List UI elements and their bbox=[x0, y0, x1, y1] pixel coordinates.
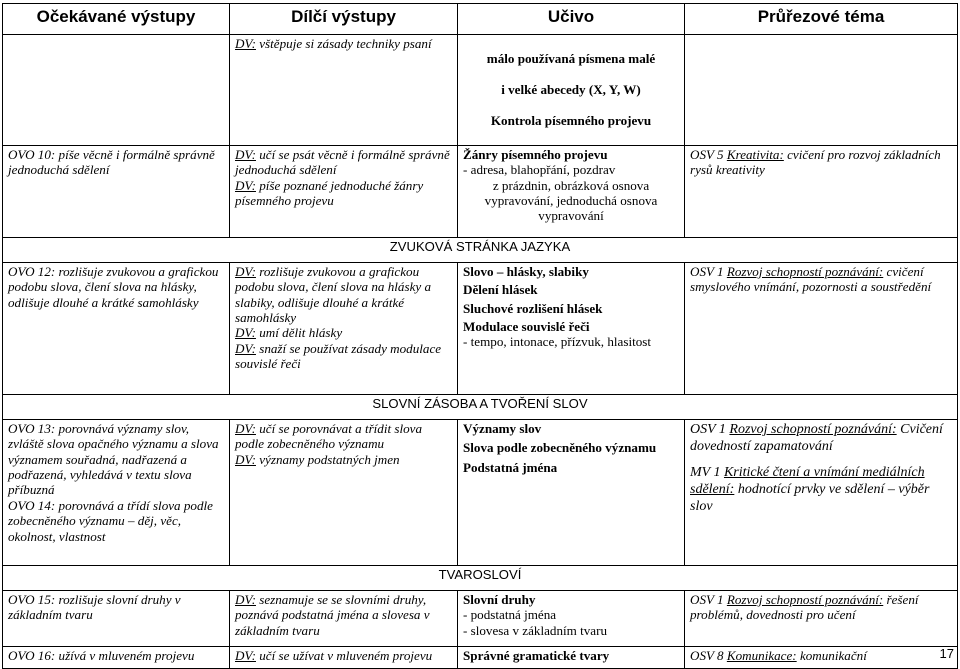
row-ovo13 bbox=[3, 419, 958, 565]
row-ovo10 bbox=[3, 145, 958, 237]
row-top bbox=[3, 35, 958, 146]
ovo15-curriculum: Slovní druhy - podstatná jména - slovesa v základním tvaru bbox=[458, 590, 685, 646]
section-title: SLOVNÍ ZÁSOBA A TVOŘENÍ SLOV bbox=[3, 394, 958, 419]
section-tvaroslovi bbox=[3, 565, 958, 590]
ovo12-output: OVO 12: rozlišuje zvukovou a grafickou podobu slova, člení slova na hlásky, odlišuje dlouhé a krátké samohlásky bbox=[3, 262, 230, 394]
header-cross-topic: Průřezové téma bbox=[685, 4, 958, 35]
row-ovo12 bbox=[3, 262, 958, 394]
ovo10-curriculum: Žánry písemného projevu - adresa, blahopřání, pozdrav z prázdnin, obrázková osnova vypravování, jednoduchá osnova vypravování bbox=[458, 145, 685, 237]
ovo13-curriculum: Významy slov Slova podle zobecněného významu Podstatná jména bbox=[458, 419, 685, 565]
komunikace-link[interactable]: Komunikace: bbox=[726, 647, 797, 663]
kreativita-link[interactable]: Kreativita: bbox=[726, 146, 784, 162]
ovo15-output: OVO 15: rozlišuje slovní druhy v základním tvaru bbox=[3, 590, 230, 646]
ovo13-partial: DV: učí se porovnávat a třídit slova podle zobecněného významu DV: významy podstatných jmen bbox=[230, 419, 458, 565]
rozvoj-link[interactable]: Rozvoj schopností poznávání: bbox=[726, 263, 884, 279]
ovo13-cross-topic: OSV 1 Rozvoj schopností poznávání: Cvičení dovedností zapamatování MV 1 Kritické čtení a vnímání mediálních sdělení: hodnotící prvky ve sdělení – výběr slov bbox=[685, 419, 958, 565]
header-row bbox=[3, 4, 958, 35]
top-c3: málo používaná písmena malé i velké abecedy (X, Y, W) Kontrola písemného projevu bbox=[458, 35, 685, 146]
top-c4 bbox=[685, 35, 958, 146]
section-zvukova bbox=[3, 237, 958, 262]
ovo16-curriculum: Správné gramatické tvary bbox=[458, 646, 685, 668]
curriculum-table bbox=[2, 3, 958, 669]
ovo12-curriculum: Slovo – hlásky, slabiky Dělení hlásek Sluchové rozlišení hlásek Modulace souvislé řeči - tempo, intonace, přízvuk, hlasitost bbox=[458, 262, 685, 394]
header-curriculum: Učivo bbox=[458, 4, 685, 35]
ovo10-partial: DV: učí se psát věcně i formálně správně jednoduchá sdělení DV: píše poznané jednoduché žánry písemného projevu bbox=[230, 145, 458, 237]
rozvoj-link[interactable]: Rozvoj schopností poznávání: bbox=[729, 421, 897, 437]
ovo12-cross-topic: OSV 1 Rozvoj schopností poznávání: cvičení smyslového vnímání, pozornosti a soustředění bbox=[685, 262, 958, 394]
top-c1 bbox=[3, 35, 230, 146]
kriticke-cteni-link[interactable]: Kritické čtení a vnímání mediálních sdělení: bbox=[690, 464, 925, 497]
section-title: TVAROSLOVÍ bbox=[3, 565, 958, 590]
ovo10-cross-topic: OSV 5 Kreativita: cvičení pro rozvoj základních rysů kreativity bbox=[685, 145, 958, 237]
section-slovni-zasoba bbox=[3, 394, 958, 419]
rozvoj-link[interactable]: Rozvoj schopností poznávání: bbox=[726, 591, 884, 607]
ovo13-output: OVO 13: porovnává významy slov, zvláště slova opačného významu a slova významem souřadná, nadřazená a podřazená, vyhledává v textu slova příbuzná OVO 14: porovnává a třídí slova podle zobecněného významu – děj, věc, okolnost, vlastnost bbox=[3, 419, 230, 565]
ovo15-cross-topic: OSV 1 Rozvoj schopností poznávání: řešení problémů, dovednosti pro učení bbox=[685, 590, 958, 646]
section-title: ZVUKOVÁ STRÁNKA JAZYKA bbox=[3, 237, 958, 262]
ovo16-partial: DV: učí se užívat v mluveném projevu bbox=[230, 646, 458, 668]
ovo12-partial: DV: rozlišuje zvukovou a grafickou podobu slova, člení slova na hlásky a slabiky, odlišuje dlouhé a krátké samohlásky DV: umí dělit hlásky DV: snaží se používat zásady modulace souvislé řeči bbox=[230, 262, 458, 394]
row-ovo16 bbox=[3, 646, 958, 668]
row-ovo15 bbox=[3, 590, 958, 646]
header-expected-outputs: Očekávané výstupy bbox=[3, 4, 230, 35]
top-c2: DV: vštěpuje si zásady techniky psaní bbox=[230, 35, 458, 146]
ovo16-output: OVO 16: užívá v mluveném projevu bbox=[3, 646, 230, 668]
header-partial-outputs: Dílčí výstupy bbox=[230, 4, 458, 35]
page-number: 17 bbox=[939, 646, 954, 661]
ovo15-partial: DV: seznamuje se se slovními druhy, poznává podstatná jména a slovesa v základním tvaru bbox=[230, 590, 458, 646]
ovo16-cross-topic: OSV 8 Komunikace: komunikační bbox=[685, 646, 958, 668]
ovo10-output: OVO 10: píše věcně i formálně správně jednoduchá sdělení bbox=[3, 145, 230, 237]
